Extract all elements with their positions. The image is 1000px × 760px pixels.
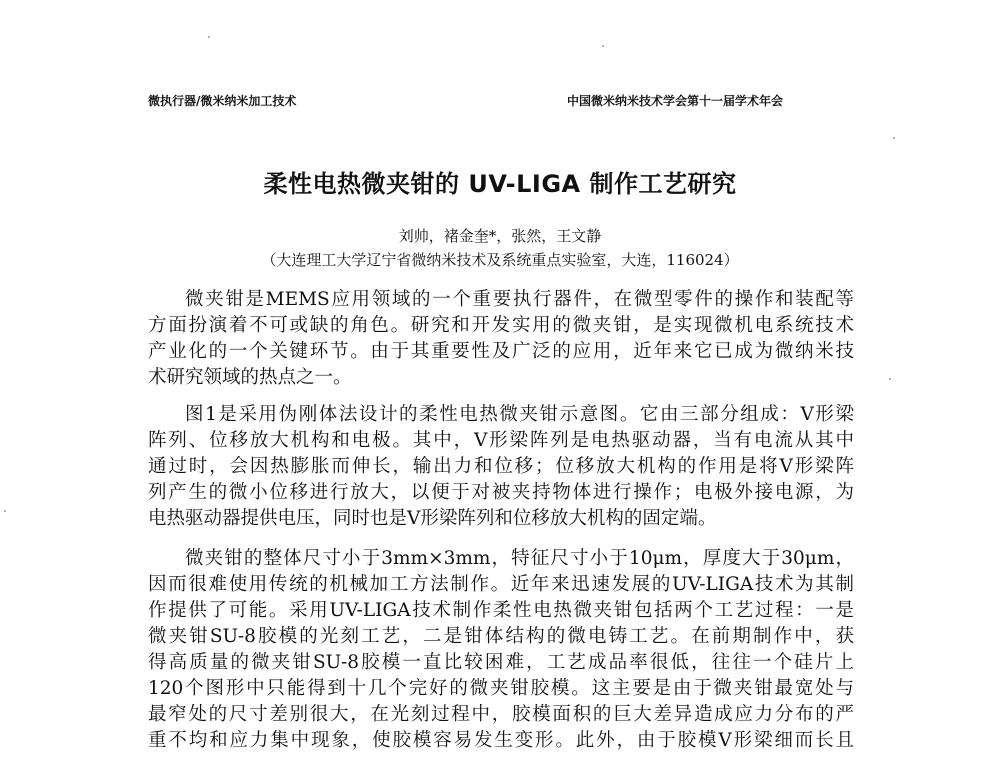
author-list: 刘帅，褚金奎*，张然，王文静 [398,227,602,245]
paragraph-1-line: 方面扮演着不可或缺的角色。研究和开发实用的微夹钳，是实现微机电系统技术 [148,315,854,336]
paragraph-2-line: 电热驱动器提供电压，同时也是V形梁阵列和位移放大机构的固定端。 [148,508,717,529]
paragraph-3-line: 微夹钳的整体尺寸小于3mm×3mm，特征尺寸小于10μm，厚度大于30μm， [185,548,854,569]
paragraph-3-line: 因而很难使用传统的机械加工方法制作。近年来迅速发展的UV-LIGA技术为其制 [148,574,854,595]
scan-speck [4,510,6,512]
paragraph-3-line: 最窄处的尺寸差别很大，在光刻过程中，胶模面积的巨大差异造成应力分布的严 [148,704,854,725]
paper-title: 柔性电热微夹钳的 UV-LIGA 制作工艺研究 [263,170,737,198]
paragraph-3-line: 微夹钳SU-8胶模的光刻工艺，二是钳体结构的微电铸工艺。在前期制作中，获 [148,626,854,647]
paragraph-3-line: 作提供了可能。采用UV-LIGA技术制作柔性电热微夹钳包括两个工艺过程：一是 [148,600,854,621]
paragraph-1-line: 微夹钳是MEMS应用领域的一个重要执行器件，在微型零件的操作和装配等 [185,289,854,310]
running-head-left: 微执行器/微米纳米加工技术 [148,94,297,108]
scan-speck [893,137,895,139]
scan-speck [208,36,210,38]
paragraph-2-line: 列产生的微小位移进行放大，以便于对被夹持物体进行操作；电极外接电源，为 [148,482,854,503]
running-head-right: 中国微米纳米技术学会第十一届学术年会 [567,94,784,108]
affiliation: （大连理工大学辽宁省微纳米技术及系统重点实验室，大连，116024） [261,251,739,269]
paragraph-3-line: 得高质量的微夹钳SU-8胶模一直比较困难，工艺成品率很低，往往一个硅片上 [148,652,854,673]
paragraph-2-line: 图1是采用伪刚体法设计的柔性电热微夹钳示意图。它由三部分组成：V形梁 [185,404,854,425]
paragraph-1-line: 术研究领域的热点之一。 [148,367,352,388]
paragraph-2-line: 阵列、位移放大机构和电极。其中，V形梁阵列是电热驱动器，当有电流从其中 [148,430,854,451]
paragraph-3-line: 120个图形中只能得到十几个完好的微夹钳胶模。这主要是由于微夹钳最宽处与 [148,678,854,699]
paragraph-3-line: 重不均和应力集中现象，使胶模容易发生变形。此外，由于胶模V形梁细而长且 [148,730,854,751]
scan-speck [889,378,891,380]
scan-speck [602,45,604,47]
paragraph-2-line: 通过时，会因热膨胀而伸长，输出力和位移；位移放大机构的作用是将V形梁阵 [148,456,854,477]
paragraph-1-line: 产业化的一个关键环节。由于其重要性及广泛的应用，近年来它已成为微纳米技 [148,341,854,362]
